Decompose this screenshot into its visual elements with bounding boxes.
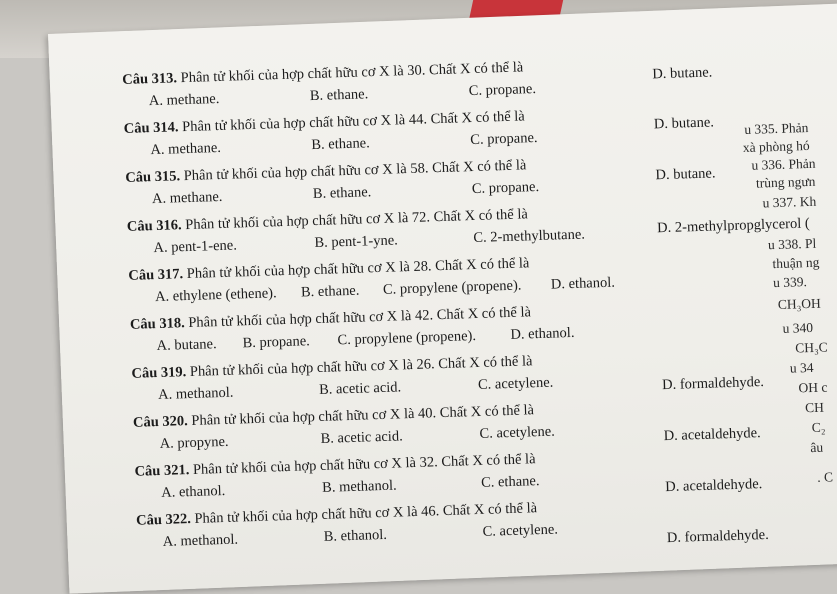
question-number: Câu 320. (132, 413, 189, 431)
question-number: Câu 314. (123, 119, 179, 137)
margin-fragment: u 335. Phản (744, 119, 809, 137)
question-text: Phân tử khối của hợp chất hữu cơ X là 42. Chất X có thể là (188, 304, 532, 332)
margin-fragment: u 339. (772, 274, 808, 291)
margin-fragment: OH c (798, 379, 828, 396)
option-a: A. pent-1-ene. (153, 237, 238, 257)
option-b: B. ethane. (300, 282, 360, 301)
option-d: D. butane. (655, 165, 716, 184)
option-c: C. acetylene. (482, 521, 559, 540)
option-a: A. propyne. (159, 433, 229, 452)
option-a: A. butane. (156, 336, 217, 355)
margin-fragment: u 34 (789, 359, 814, 376)
margin-fragment: trùng ngưn (755, 173, 816, 191)
question-text: Phân tử khối của hợp chất hữu cơ X là 30. Chất X có thể là (180, 59, 524, 87)
option-b: B. propane. (242, 333, 311, 352)
question-text: Phân tử khối của hợp chất hữu cơ X là 26. Chất X có thể là (189, 353, 533, 381)
option-b: B. ethane. (309, 86, 369, 105)
option-a: A. ethanol. (160, 482, 226, 501)
question-list (122, 50, 837, 562)
option-c: C. acetylene. (479, 423, 556, 442)
question-text: Phân tử khối của hợp chất hữu cơ X là 40. Chất X có thể là (191, 402, 535, 429)
option-d: D. acetaldehyde. (665, 476, 763, 496)
margin-fragment: xà phòng hó (742, 137, 810, 156)
margin-fragment: CH₃OH (777, 295, 821, 313)
question-number: Câu 318. (129, 315, 185, 333)
option-d: D. acetaldehyde. (663, 425, 761, 445)
question-text: Phân tử khối của hợp chất hữu cơ X là 32. Chất X có thể là (192, 451, 536, 478)
option-d: D. formaldehyde. (666, 526, 769, 547)
margin-fragment: . C (817, 469, 834, 485)
option-a: A. methanol. (157, 384, 234, 404)
option-c: C. propane. (471, 178, 540, 198)
question-number: Câu 316. (126, 217, 182, 235)
question-number: Câu 317. (128, 266, 184, 284)
margin-fragment: u 336. Phản (751, 155, 816, 173)
option-b: B. ethanol. (323, 526, 388, 545)
option-b: B. ethane. (311, 135, 371, 154)
option-b: B. ethane. (312, 184, 372, 203)
question-text: Phân tử khối của hợp chất hữu cơ X là 28. Chất X có thể là (186, 255, 530, 283)
option-b: B. methanol. (321, 477, 397, 496)
option-a: A. methane. (151, 188, 223, 208)
option-d: D. ethanol. (550, 274, 616, 293)
question-number: Câu 319. (131, 364, 187, 382)
option-c: C. acetylene. (477, 374, 554, 393)
question-text: Phân tử khối của hợp chất hữu cơ X là 72. Chất X có thể là (185, 206, 529, 234)
question-number: Câu 322. (135, 511, 192, 529)
margin-fragment: CH₃C (794, 339, 828, 356)
question-number: Câu 313. (122, 70, 178, 88)
margin-fragment: u 337. Kh (762, 193, 817, 211)
question-number: Câu 315. (125, 168, 181, 186)
option-d: D. butane. (653, 114, 715, 133)
option-c: C. propane. (470, 129, 538, 149)
question-text: Phân tử khối của hợp chất hữu cơ X là 58. Chất X có thể là (183, 157, 527, 185)
margin-fragment: u 340 (782, 319, 814, 336)
option-a: A. methane. (150, 139, 222, 159)
margin-fragment: CH (804, 399, 825, 416)
margin-fragment: thuận ng (772, 254, 820, 272)
option-c: C. ethane. (480, 473, 540, 491)
margin-fragment: C₂ (811, 419, 826, 436)
option-c: C. 2-methylbutane. (473, 226, 586, 247)
option-b: B. acetic acid. (318, 379, 402, 398)
question-number: Câu 321. (134, 462, 190, 480)
option-a: A. methane. (148, 90, 220, 110)
option-a: A. ethylene (ethene). (154, 285, 277, 306)
option-d: D. formaldehyde. (661, 373, 765, 394)
question-text: Phân tử khối của hợp chất hữu cơ X là 46. Chất X có thể là (194, 500, 538, 527)
margin-fragment: u 338. Pl (767, 235, 817, 253)
option-c: C. propylene (propene). (382, 277, 522, 298)
option-c: C. propylene (propene). (337, 328, 477, 349)
option-a: A. methanol. (162, 531, 239, 550)
option-d: D. ethanol. (510, 324, 575, 343)
option-b: B. acetic acid. (320, 428, 403, 447)
option-d: D. 2-methylpropglycerol ( (656, 215, 810, 237)
option-d: D. butane. (652, 64, 713, 83)
option-c: C. propane. (468, 81, 537, 100)
margin-fragment: âu (810, 439, 824, 456)
option-b: B. pent-1-yne. (314, 232, 399, 252)
question-text: Phân tử khối của hợp chất hữu cơ X là 44. Chất X có thể là (181, 108, 525, 136)
